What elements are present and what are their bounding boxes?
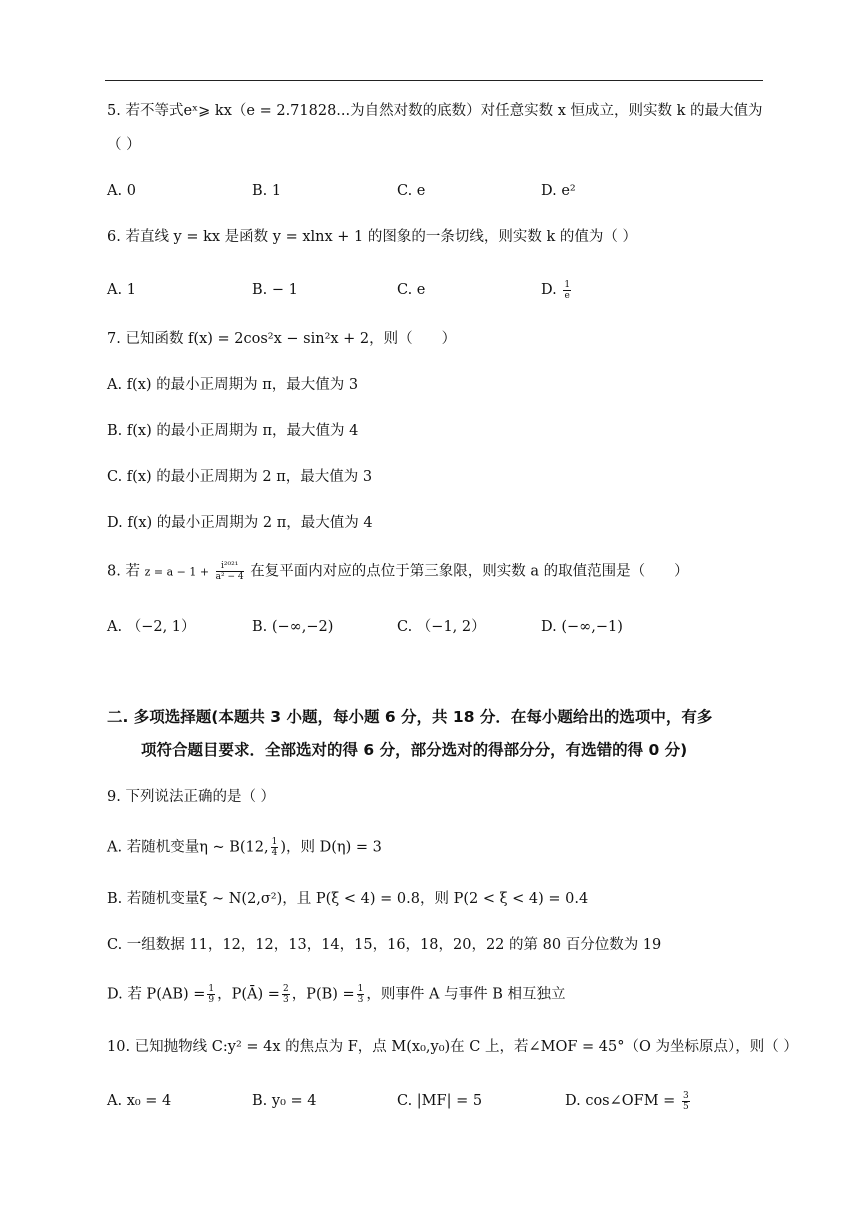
fraction-denominator: e — [564, 290, 570, 301]
q8-option-c: C. （−1, 2） — [397, 619, 486, 635]
q9-option-d-mid-2: ，P(B) = — [291, 986, 355, 1003]
q9-option-a-suffix: )，则 D(η) = 3 — [280, 839, 382, 856]
q9-option-b: B. 若随机变量ξ ~ N(2,σ²)，且 P(ξ < 4) = 0.8，则 P(2 < ξ < 4) = 0.4 — [107, 891, 589, 907]
q8-stem — [107, 561, 689, 583]
q8-z-expression: z = a − 1 + — [144, 565, 210, 579]
q10-option-a: A. x₀ = 4 — [107, 1093, 172, 1109]
q6-option-c: C. e — [397, 282, 426, 298]
q6-option-a: A. 1 — [107, 282, 136, 298]
fraction-denominator: 4 — [271, 848, 278, 858]
q10-option-d-label: D. cos∠OFM = — [565, 1093, 676, 1109]
q8-stem-prefix: 8. 若 — [107, 563, 140, 580]
section2-heading-line1: 二. 多项选择题(本题共 3 小题，每小题 6 分，共 18 分．在每小题给出的选项中，有多 — [107, 708, 713, 726]
q9-option-d-fraction-1 — [207, 984, 215, 1005]
q6-option-d-label: D. — [541, 282, 557, 298]
q9-option-a-prefix: A. 若随机变量η ~ B(12, — [107, 839, 269, 856]
q5-option-d: D. e² — [541, 183, 576, 199]
q9-option-d-suffix: ，则事件 A 与事件 B 相互独立 — [366, 986, 566, 1003]
q5-option-a: A. 0 — [107, 183, 136, 199]
fraction-numerator: i²⁰²¹ — [216, 561, 244, 572]
q8-stem-suffix: 在复平面内对应的点位于第三象限，则实数 a 的取值范围是（ ） — [250, 563, 689, 580]
fraction-numerator: 1 — [357, 984, 364, 994]
q9-option-d-fraction-2 — [282, 984, 290, 1005]
header-rule — [105, 80, 763, 81]
q5-option-b: B. 1 — [252, 183, 282, 199]
q7-option-d: D. f(x) 的最小正周期为 2 π，最大值为 4 — [107, 515, 373, 531]
fraction-denominator: 3 — [357, 995, 364, 1005]
fraction-numerator: 2 — [282, 984, 289, 994]
q8-option-a: A. （−2, 1） — [107, 619, 196, 635]
fraction-numerator: 3 — [682, 1090, 689, 1101]
q5-stem: 5. 若不等式eˣ⩾ kx（e = 2.71828...为自然对数的底数）对任意实数 x 恒成立，则实数 k 的最大值为 — [107, 103, 763, 119]
q9-option-d — [107, 984, 565, 1005]
q6-option-b: B. − 1 — [252, 282, 298, 298]
q5-option-c: C. e — [397, 183, 426, 199]
fraction-denominator: 3 — [282, 995, 289, 1005]
q6-option-d-fraction — [563, 280, 571, 301]
q10-option-d — [565, 1090, 692, 1112]
q8-z-fraction — [216, 561, 244, 582]
fraction-numerator: 1 — [564, 279, 571, 290]
q9-option-a-fraction — [271, 837, 279, 858]
fraction-numerator: 1 — [271, 837, 278, 847]
q9-option-d-prefix: D. 若 P(AB) = — [107, 986, 206, 1003]
fraction-denominator: 9 — [208, 995, 215, 1005]
q9-stem: 9. 下列说法正确的是（ ） — [107, 789, 276, 805]
q7-stem: 7. 已知函数 f(x) = 2cos²x − sin²x + 2，则（ ） — [107, 331, 457, 347]
q10-option-b: B. y₀ = 4 — [252, 1093, 317, 1109]
q9-option-d-mid-1: ，P(Ā) = — [217, 986, 280, 1003]
q10-option-d-fraction — [682, 1091, 690, 1112]
q8-option-b: B. (−∞,−2) — [252, 619, 334, 635]
fraction-denominator: 5 — [682, 1101, 689, 1112]
section2-heading-line2: 项符合题目要求．全部选对的得 6 分，部分选对的得部分分，有选错的得 0 分) — [141, 741, 688, 759]
q6-stem: 6. 若直线 y = kx 是函数 y = xlnx + 1 的图象的一条切线，则实数 k 的值为（ ） — [107, 229, 637, 245]
fraction-denominator: a² − 4 — [215, 572, 244, 582]
q8-option-d: D. (−∞,−1) — [541, 619, 623, 635]
q6-option-d — [541, 279, 573, 301]
q9-option-c: C. 一组数据 11，12，12，13，14，15，16，18，20，22 的第 80 百分位数为 19 — [107, 937, 662, 953]
q9-option-d-fraction-3 — [357, 984, 365, 1005]
q10-option-c: C. |MF| = 5 — [397, 1093, 483, 1109]
q9-option-a — [107, 837, 382, 858]
q10-stem: 10. 已知抛物线 C:y² = 4x 的焦点为 F，点 M(x₀,y₀)在 C 上，若∠MOF = 45°（O 为坐标原点），则（ ） — [107, 1039, 798, 1055]
q7-option-c: C. f(x) 的最小正周期为 2 π，最大值为 3 — [107, 469, 373, 485]
fraction-numerator: 1 — [208, 984, 215, 994]
q5-paren: （ ） — [107, 137, 141, 153]
q7-option-b: B. f(x) 的最小正周期为 π，最大值为 4 — [107, 423, 359, 439]
q7-option-a: A. f(x) 的最小正周期为 π，最大值为 3 — [107, 377, 359, 393]
